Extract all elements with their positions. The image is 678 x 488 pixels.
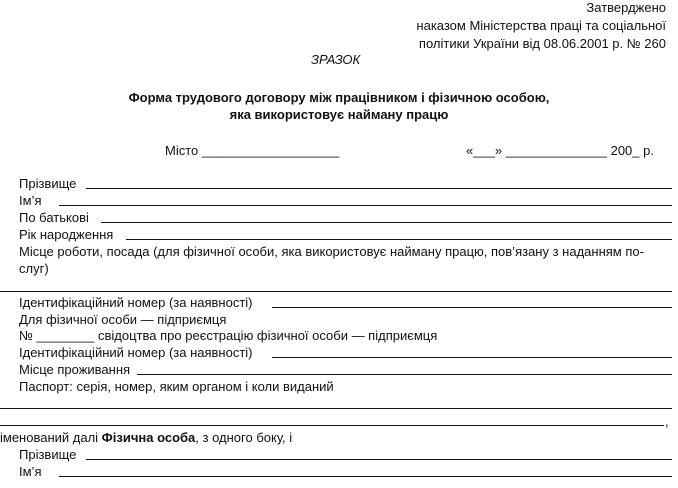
document-title-line-2: яка використовує найману працю bbox=[229, 107, 449, 122]
worker-id-number-line bbox=[272, 307, 672, 308]
worker-birth-year-line bbox=[126, 239, 672, 240]
worker-birth-year-label: Рік народження bbox=[19, 227, 114, 242]
approval-line-2: наказом Міністерства праці та соціальної bbox=[416, 18, 666, 33]
individual-term: Фізична особа bbox=[101, 430, 196, 445]
worker-patronymic-line bbox=[101, 222, 672, 223]
worker-id-number-label: Ідентифікаційний номер (за наявності) bbox=[19, 295, 253, 310]
registration-certificate-field: № ________ свідоцтва про реєстрацію фізичної особи — підприємця bbox=[19, 328, 438, 343]
worker-surname-line bbox=[86, 188, 672, 189]
worker-id-number-2-label: Ідентифікаційний номер (за наявності) bbox=[19, 345, 253, 360]
worker-id-number-2-line bbox=[272, 357, 672, 358]
named-as-suffix: , з одного боку, і bbox=[195, 430, 293, 445]
workplace-position-label-continued: слуг) bbox=[19, 261, 49, 276]
sample-label: ЗРАЗОК bbox=[311, 52, 361, 67]
named-as-prefix: іменований далі bbox=[0, 430, 102, 445]
document-title-line-1: Форма трудового договору між працівником і фізичною особою, bbox=[128, 90, 550, 105]
workplace-position-label: Місце роботи, посада (для фізичної особи, яка використовує найману працю, пов’язану з наданням по- bbox=[19, 244, 644, 259]
employer-surname-label: Прізвище bbox=[19, 447, 77, 462]
worker-surname-label: Прізвище bbox=[19, 176, 77, 191]
employer-surname-line bbox=[86, 459, 672, 460]
approval-line-1: Затверджено bbox=[586, 0, 666, 15]
passport-line-2 bbox=[0, 425, 664, 426]
passport-label: Паспорт: серія, номер, яким органом і коли виданий bbox=[19, 379, 334, 394]
passport-line-1 bbox=[0, 408, 672, 409]
trailing-comma: , bbox=[665, 414, 669, 429]
worker-patronymic-label: По батькові bbox=[19, 210, 89, 225]
employer-name-line bbox=[59, 476, 672, 477]
city-field: Місто ___________________ bbox=[165, 143, 340, 158]
worker-name-label: Ім’я bbox=[19, 193, 42, 208]
worker-name-line bbox=[59, 205, 672, 206]
employer-name-label: Ім’я bbox=[19, 464, 42, 479]
approval-line-3: політики України від 08.06.2001 р. № 260 bbox=[418, 36, 666, 51]
residence-line bbox=[137, 374, 672, 375]
workplace-position-line bbox=[0, 291, 672, 292]
residence-label: Місце проживання bbox=[19, 362, 131, 377]
named-as-text bbox=[0, 430, 292, 445]
entrepreneur-note: Для фізичної особи — підприємця bbox=[19, 312, 227, 327]
date-field: «___» ______________ 200_ р. bbox=[466, 143, 654, 158]
